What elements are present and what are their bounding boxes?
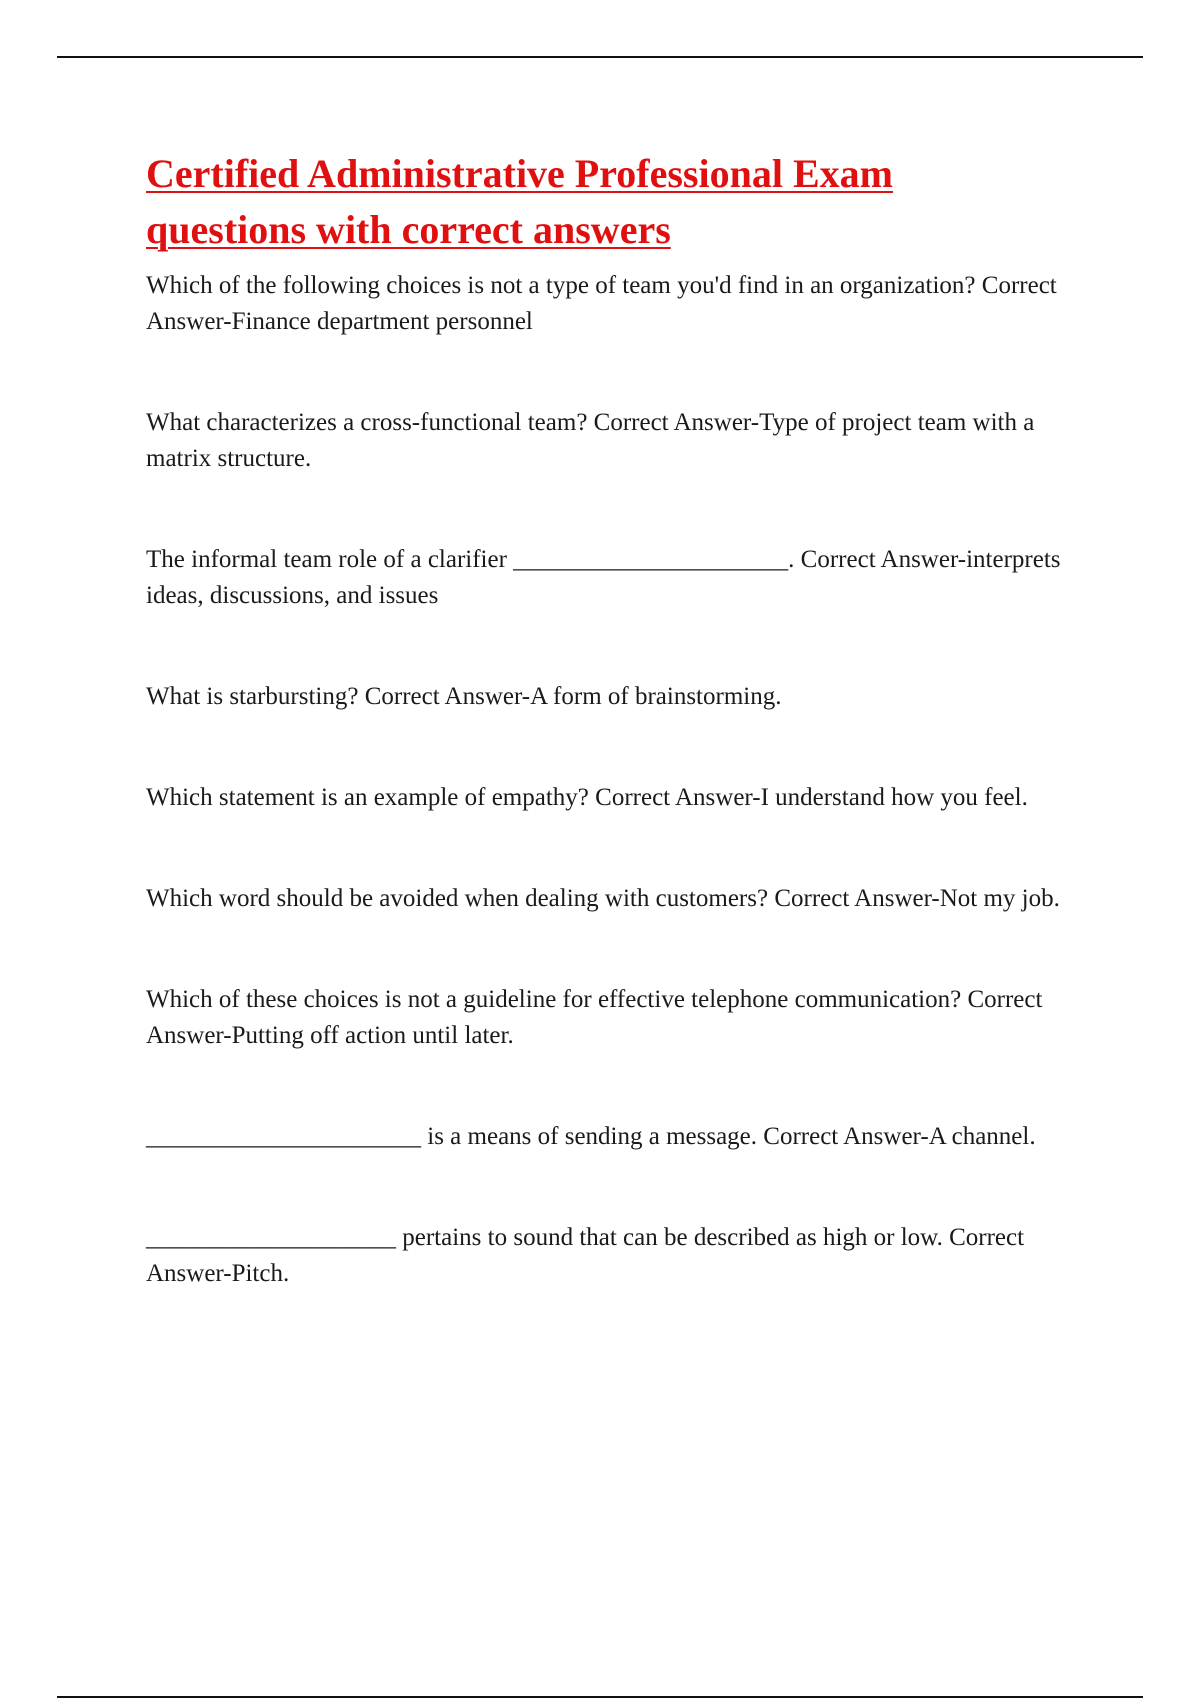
document-body xyxy=(146,146,1096,1357)
title-line-1: Certified Administrative Professional Exam xyxy=(146,151,893,196)
qa-item: What characterizes a cross-functional team? Correct Answer-Type of project team with a matrix structure. xyxy=(146,409,1041,472)
qa-list xyxy=(146,268,1096,1292)
qa-item: Which of these choices is not a guideline for effective telephone communication? Correct Answer-Putting off action until later. xyxy=(146,986,1048,1049)
header-rule xyxy=(57,56,1143,58)
footer-rule xyxy=(57,1696,1143,1698)
qa-item: ____________________ pertains to sound that can be described as high or low. Correct Answer-Pitch. xyxy=(146,1224,1029,1287)
document-title xyxy=(146,146,1096,258)
qa-item: Which of the following choices is not a type of team you'd find in an organization? Correct Answer-Finance department personnel xyxy=(146,272,1062,335)
qa-item: ______________________ is a means of sending a message. Correct Answer-A channel. xyxy=(146,1123,1036,1150)
qa-item: The informal team role of a clarifier ______________________. Correct Answer-interprets ideas, discussions, and issues xyxy=(146,546,1067,609)
title-line-2: questions with correct answers xyxy=(146,207,671,252)
qa-item: Which statement is an example of empathy? Correct Answer-I understand how you feel. xyxy=(146,784,1028,811)
qa-item: Which word should be avoided when dealing with customers? Correct Answer-Not my job. xyxy=(146,885,1060,912)
qa-item: What is starbursting? Correct Answer-A form of brainstorming. xyxy=(146,683,782,710)
